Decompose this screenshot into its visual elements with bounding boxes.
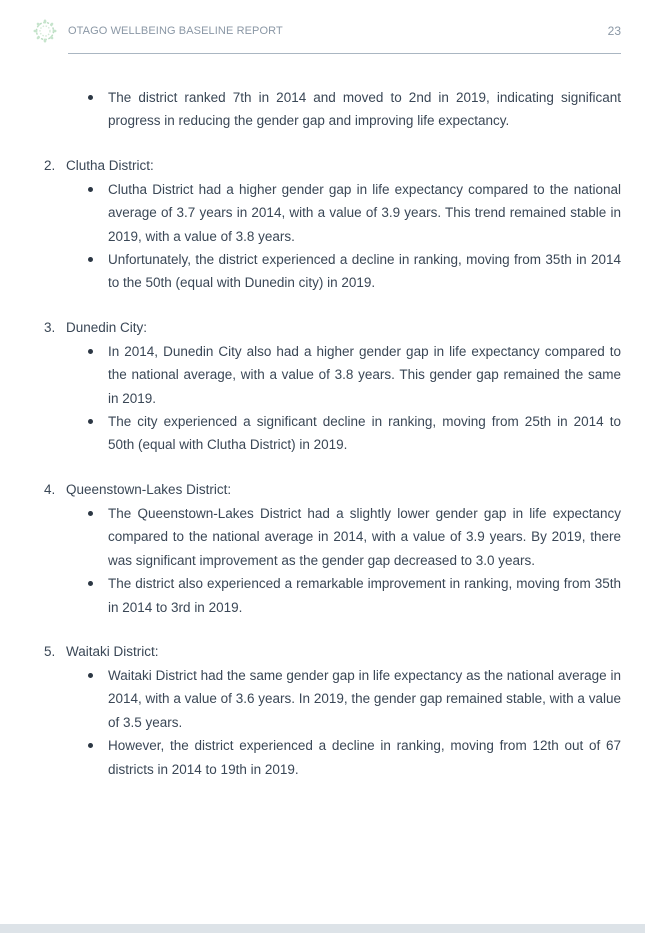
bullet-list bbox=[0, 340, 645, 457]
bullet-dot-icon bbox=[88, 187, 93, 192]
section-heading bbox=[0, 478, 645, 502]
footer-bar bbox=[0, 924, 645, 933]
bullet-dot-icon bbox=[88, 581, 93, 586]
bullet-text: Unfortunately, the district experienced a decline in ranking, moving from 35th in 2014 to the 50th (equal with Dunedin city) in 2019. bbox=[108, 252, 621, 291]
bullet-text: The city experienced a significant decline in ranking, moving from 25th in 2014 to 50th (equal with Clutha District) in 2019. bbox=[108, 414, 621, 453]
bullet-text: However, the district experienced a decline in ranking, moving from 12th out of 67 districts in 2014 to 19th in 2019. bbox=[108, 738, 621, 777]
bullet-dot-icon bbox=[88, 95, 93, 100]
bullet-text: Waitaki District had the same gender gap in life expectancy as the national average in 2014, with a value of 3.6 years. In 2019, the gender gap remained stable, with a value of 3.5 years. bbox=[108, 667, 621, 730]
bullet-text: The district ranked 7th in 2014 and moved to 2nd in 2019, indicating significant progress in reducing the gender gap and improving life expectancy. bbox=[108, 90, 621, 129]
bullet-text: The district also experienced a remarkable improvement in ranking, moving from 35th in 2014 to 3rd in 2019. bbox=[108, 576, 621, 615]
section-heading bbox=[0, 154, 645, 178]
section-number: 2. bbox=[44, 157, 56, 173]
bullet-text: Clutha District had a higher gender gap in life expectancy compared to the national average of 3.7 years in 2014, with a value of 3.9 years. This trend remained stable in 2019, with a value of 3.8 years. bbox=[108, 181, 621, 244]
section-waitaki bbox=[0, 640, 645, 781]
bullet-dot-icon bbox=[88, 257, 93, 262]
circular-leaf-logo-icon bbox=[33, 19, 57, 43]
bullet-list bbox=[0, 502, 645, 619]
bullet-list bbox=[0, 178, 645, 295]
bullet-dot-icon bbox=[88, 511, 93, 516]
bullet-item bbox=[0, 572, 645, 619]
header-divider bbox=[68, 53, 621, 54]
bullet-item bbox=[0, 734, 645, 781]
bullet-text: The Queenstown-Lakes District had a slightly lower gender gap in life expectancy compared to the national average in 2014, with a value of 3.9 years. By 2019, there was significant improvement as the gender gap decreased to 3.0 years. bbox=[108, 505, 621, 568]
bullet-item bbox=[0, 178, 645, 248]
report-title: OTAGO WELLBEING BASELINE REPORT bbox=[68, 25, 283, 37]
bullet-list bbox=[0, 86, 645, 133]
bullet-item bbox=[0, 248, 645, 295]
bullet-text: In 2014, Dunedin City also had a higher gender gap in life expectancy compared to the national average, with a value of 3.8 years. This gender gap remained the same in 2019. bbox=[108, 343, 621, 406]
bullet-dot-icon bbox=[88, 673, 93, 678]
section-name: Dunedin City: bbox=[66, 319, 148, 335]
section-heading bbox=[0, 316, 645, 340]
section-name: Waitaki District: bbox=[66, 643, 159, 659]
section-name: Queenstown-Lakes District: bbox=[66, 481, 232, 497]
section-dunedin bbox=[0, 316, 645, 457]
bullet-item bbox=[0, 664, 645, 734]
section-number: 4. bbox=[44, 481, 56, 497]
intro-continuation bbox=[0, 86, 645, 133]
page-header bbox=[0, 0, 645, 56]
section-heading bbox=[0, 640, 645, 664]
section-clutha bbox=[0, 154, 645, 295]
section-name: Clutha District: bbox=[66, 157, 154, 173]
bullet-dot-icon bbox=[88, 419, 93, 424]
bullet-item bbox=[0, 340, 645, 410]
section-queenstown-lakes bbox=[0, 478, 645, 619]
bullet-item bbox=[0, 410, 645, 457]
section-number: 3. bbox=[44, 319, 56, 335]
bullet-dot-icon bbox=[88, 349, 93, 354]
bullet-dot-icon bbox=[88, 743, 93, 748]
bullet-item bbox=[0, 502, 645, 572]
bullet-item bbox=[0, 86, 645, 133]
page-number: 23 bbox=[607, 24, 621, 38]
page-body bbox=[0, 86, 645, 802]
bullet-list bbox=[0, 664, 645, 781]
section-number: 5. bbox=[44, 643, 56, 659]
